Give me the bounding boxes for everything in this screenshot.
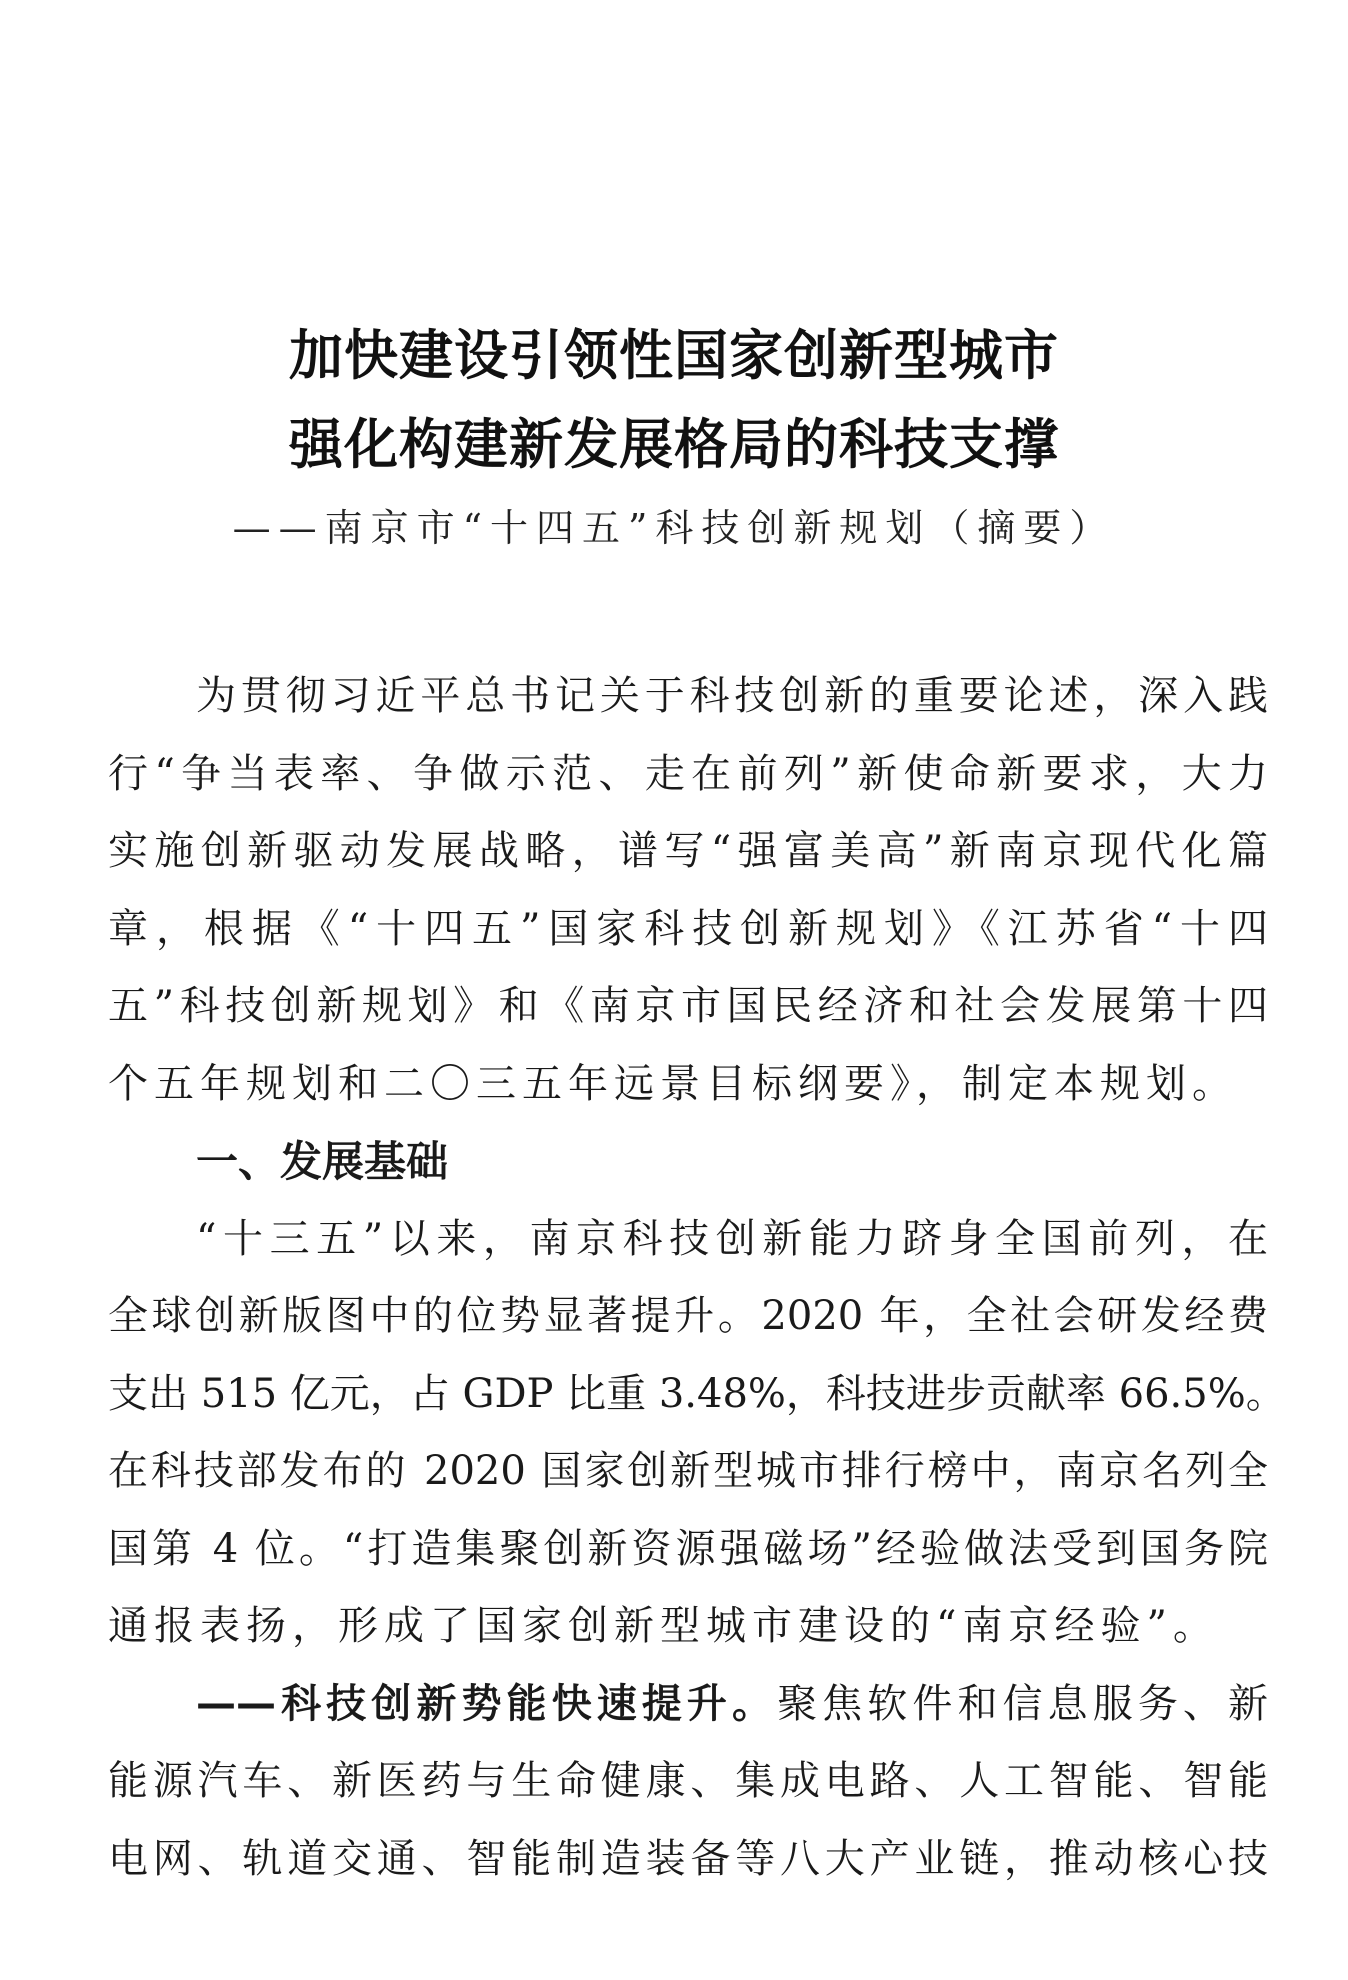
- document-body: [108, 658, 1286, 1898]
- bold-lead-text: ——科技创新势能快速提升。: [196, 1680, 778, 1727]
- paragraph-innovation-momentum: [108, 1666, 1268, 1899]
- paragraph-line-rest: 聚焦软件和信息服务、新: [777, 1680, 1269, 1727]
- section-heading-development-basis: 一、发展基础: [196, 1137, 449, 1186]
- document-subtitle: ——南京市“十四五”科技创新规划（摘要）: [232, 506, 1116, 550]
- paragraph-line: 电网、轨道交通、智能制造装备等八大产业链，推动核心技: [108, 1835, 1268, 1882]
- paragraph-line: 国第 4 位。“打造集聚创新资源强磁场”经验做法受到国务院: [108, 1525, 1268, 1572]
- paragraph-line: 能源汽车、新医药与生命健康、集成电路、人工智能、智能: [108, 1758, 1268, 1804]
- paragraph-line: 为贯彻习近平总书记关于科技创新的重要论述，深入践: [196, 673, 1268, 719]
- paragraph-line: “十三五”以来，南京科技创新能力跻身全国前列，在: [196, 1215, 1268, 1262]
- paragraph-line: 五”科技创新规划》和《南京市国民经济和社会发展第十四: [108, 983, 1268, 1029]
- document-title-line-1: 加快建设引领性国家创新型城市: [289, 324, 1059, 387]
- paragraph-line: 在科技部发布的 2020 国家创新型城市排行榜中，南京名列全: [108, 1448, 1268, 1494]
- paragraph-line: 通报表扬，形成了国家创新型城市建设的“南京经验”。: [108, 1603, 1219, 1649]
- paragraph-intro: [108, 658, 1268, 1123]
- paragraph-line: 章，根据《“十四五”国家科技创新规划》《江苏省“十四: [108, 905, 1268, 952]
- paragraph-line: 行“争当表率、争做示范、走在前列”新使命新要求，大力: [108, 750, 1268, 797]
- paragraph-development-basis: [108, 1201, 1286, 1666]
- paragraph-line: 支出 515 亿元，占 GDP 比重 3.48%，科技进步贡献率 66.5%。: [108, 1370, 1286, 1417]
- document-title-line-2: 强化构建新发展格局的科技支撑: [289, 413, 1059, 476]
- paragraph-line: 全球创新版图中的位势显著提升。2020 年，全社会研发经费: [108, 1293, 1268, 1339]
- paragraph-line: [108, 1666, 1268, 1744]
- paragraph-line: 实施创新驱动发展战略，谱写“强富美高”新南京现代化篇: [108, 828, 1268, 874]
- paragraph-line: 个五年规划和二〇三五年远景目标纲要》，制定本规划。: [108, 1060, 1238, 1107]
